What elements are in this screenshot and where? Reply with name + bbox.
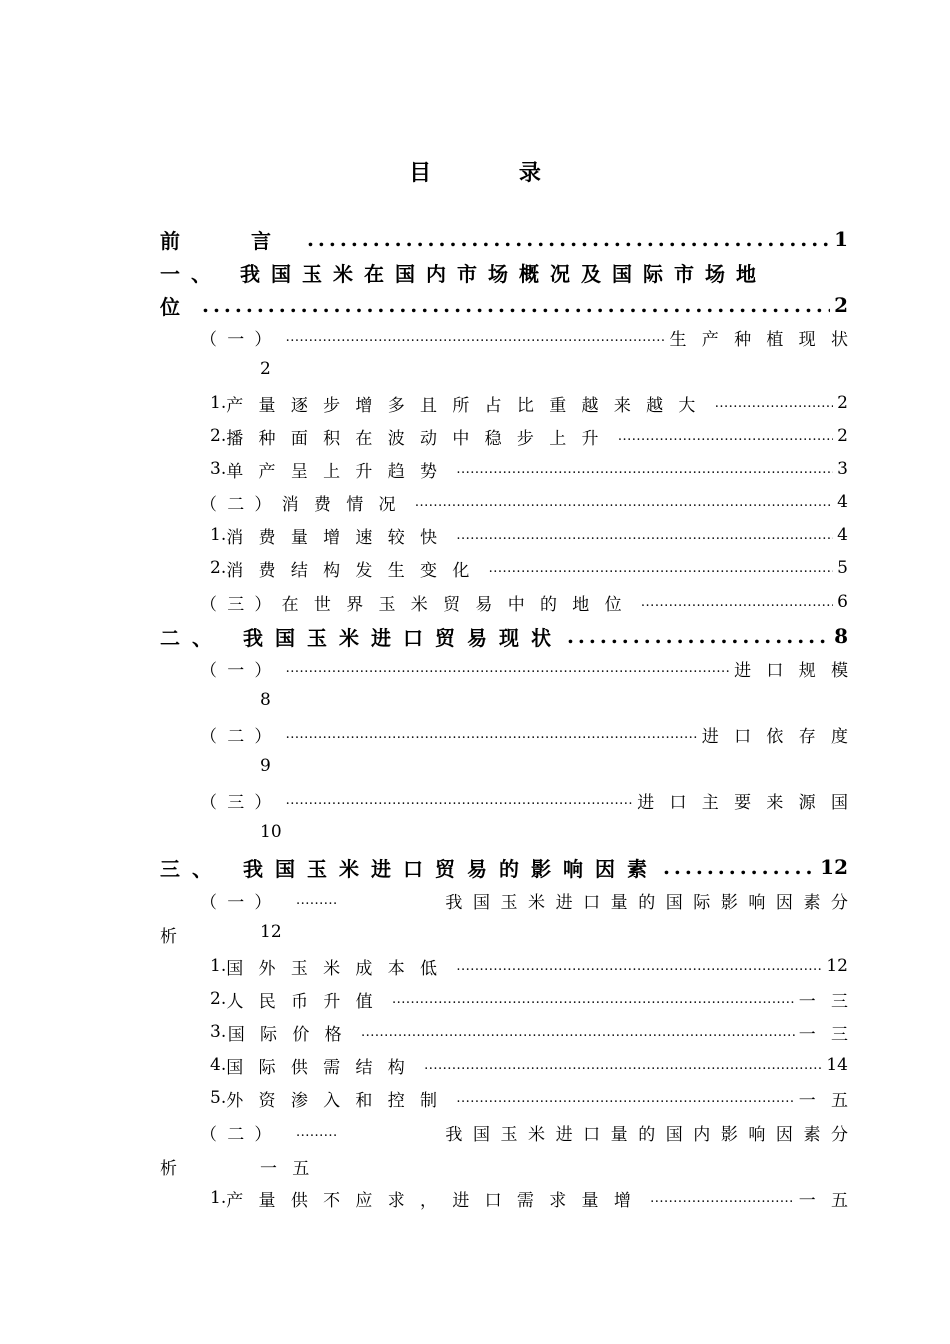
toc-entry-page: 6 bbox=[837, 592, 848, 612]
toc-entry-page: 5 bbox=[837, 558, 848, 578]
toc-entry-section-2-3[interactable] bbox=[200, 785, 864, 815]
toc-entry-label: 国外玉米成本低 bbox=[226, 958, 453, 979]
dot-leader bbox=[296, 1125, 338, 1140]
toc-entry-num: 3. bbox=[210, 1022, 227, 1042]
toc-entry-num: （一） bbox=[200, 892, 282, 913]
toc-entry-item[interactable] bbox=[210, 1083, 864, 1113]
dot-leader bbox=[618, 429, 833, 444]
toc-entry-item[interactable] bbox=[210, 1183, 864, 1213]
toc-entry-num: （二） bbox=[200, 726, 282, 747]
dot-leader bbox=[296, 893, 338, 908]
dot-leader bbox=[663, 855, 816, 879]
toc-entry-label: 在世界玉米贸易中的地位 bbox=[281, 594, 637, 615]
toc-entry-label: 进口依存度 bbox=[701, 726, 864, 747]
dot-leader bbox=[286, 793, 634, 808]
toc-entry-label: 产量逐步增多且所占比重越来越大 bbox=[226, 395, 711, 416]
toc-entry-page: 8 bbox=[834, 624, 848, 648]
toc-entry-section-2-1[interactable] bbox=[200, 653, 864, 683]
toc-entry-label: 外资渗入和控制 bbox=[226, 1090, 453, 1111]
toc-entry-label: 一、 我国玉米在国内市场概况及国际市场地 bbox=[160, 261, 767, 286]
dot-leader bbox=[361, 1025, 795, 1040]
dot-leader bbox=[286, 330, 666, 345]
toc-entry-page: 1 bbox=[834, 227, 848, 251]
toc-entry-section-2-2[interactable] bbox=[200, 719, 864, 749]
toc-entry-label: 我国玉米进口量的国内影响因素分 bbox=[445, 1124, 859, 1145]
toc-entry-item[interactable] bbox=[210, 520, 848, 550]
toc-entry-label: 消费情况 bbox=[281, 494, 411, 515]
toc-entry-page: 一五 bbox=[260, 1159, 325, 1179]
toc-entry-section-3-1[interactable] bbox=[200, 885, 859, 915]
toc-entry-num: （一） bbox=[200, 660, 282, 681]
dot-leader bbox=[715, 396, 833, 411]
dot-leader bbox=[456, 528, 833, 543]
toc-entry-chapter-2[interactable] bbox=[160, 621, 848, 651]
dot-leader bbox=[456, 959, 822, 974]
toc-entry-page: 12 bbox=[820, 855, 848, 879]
toc-entry-num: 2. bbox=[210, 989, 227, 1009]
toc-entry-label: 进口规模 bbox=[734, 660, 864, 681]
toc-entry-foreword[interactable] bbox=[160, 224, 848, 254]
toc-entry-item[interactable] bbox=[210, 421, 848, 451]
toc-entry-section-1-2[interactable] bbox=[200, 487, 848, 517]
toc-entry-label: 国际供需结构 bbox=[226, 1057, 421, 1078]
dot-leader bbox=[489, 561, 834, 576]
toc-entry-num: （二） bbox=[200, 1124, 282, 1145]
toc-entry-item[interactable] bbox=[210, 984, 864, 1014]
toc-entry-page: 12 bbox=[826, 956, 848, 976]
toc-entry-num: （三） bbox=[200, 594, 282, 615]
toc-entry-label: 生产种植现状 bbox=[669, 329, 864, 350]
toc-entry-item[interactable] bbox=[210, 1017, 864, 1047]
toc-entry-label: 国际价格 bbox=[227, 1024, 357, 1045]
dot-leader bbox=[567, 624, 830, 648]
toc-entry-page: 一五 bbox=[798, 1190, 864, 1211]
toc-entry-page: 8 bbox=[260, 690, 271, 710]
toc-entry-item[interactable] bbox=[210, 1050, 848, 1080]
toc-entry-num: 1. bbox=[210, 1188, 227, 1208]
toc-entry-label: 消费量增速较快 bbox=[226, 527, 453, 548]
dot-leader bbox=[202, 293, 830, 317]
toc-entry-label: 单产呈上升趋势 bbox=[226, 461, 453, 482]
toc-entry-num: 1. bbox=[210, 956, 227, 976]
dot-leader bbox=[307, 227, 830, 251]
toc-entry-label: 播种面积在波动中稳步上升 bbox=[226, 428, 614, 449]
dot-leader bbox=[456, 1091, 794, 1106]
toc-entry-page: 一三 bbox=[798, 1024, 864, 1045]
toc-entry-chapter-1[interactable] bbox=[160, 257, 848, 287]
toc-title: 目 录 bbox=[409, 160, 581, 186]
toc-entry-page: 9 bbox=[260, 756, 271, 776]
toc-entry-num: 5. bbox=[210, 1088, 227, 1108]
toc-entry-num: 1. bbox=[210, 393, 227, 413]
toc-entry-page: 14 bbox=[826, 1055, 848, 1075]
toc-entry-page: 一三 bbox=[798, 991, 864, 1012]
toc-entry-label: 消费结构发生变化 bbox=[226, 560, 485, 581]
toc-entry-num: （一） bbox=[200, 329, 282, 350]
toc-entry-section-1-1[interactable] bbox=[200, 322, 864, 352]
toc-entry-page: 3 bbox=[837, 459, 848, 479]
toc-entry-label: 人民币升值 bbox=[226, 991, 388, 1012]
dot-leader bbox=[424, 1058, 822, 1073]
toc-entry-num: （二） bbox=[200, 494, 282, 515]
toc-entry-item[interactable] bbox=[210, 951, 848, 981]
toc-entry-label: 前 言 bbox=[160, 228, 303, 253]
toc-entry-page: 2 bbox=[837, 426, 848, 446]
dot-leader bbox=[392, 992, 795, 1007]
toc-entry-item[interactable] bbox=[210, 553, 848, 583]
dot-leader bbox=[456, 462, 833, 477]
toc-entry-chapter-1-cont[interactable] bbox=[160, 290, 848, 320]
toc-entry-num: 3. bbox=[210, 459, 227, 479]
toc-entry-page: 2 bbox=[834, 293, 848, 317]
toc-entry-page: 一五 bbox=[798, 1090, 864, 1111]
toc-entry-label-cont: 析 bbox=[160, 927, 177, 947]
dot-leader bbox=[415, 495, 833, 510]
toc-entry-num: 4. bbox=[210, 1055, 227, 1075]
toc-entry-page: 10 bbox=[260, 822, 282, 842]
toc-entry-item[interactable] bbox=[210, 454, 848, 484]
toc-entry-section-3-2[interactable] bbox=[200, 1117, 859, 1147]
toc-entry-chapter-3[interactable] bbox=[160, 852, 848, 882]
toc-entry-page: 2 bbox=[260, 359, 271, 379]
toc-entry-page: 4 bbox=[837, 525, 848, 545]
toc-entry-item[interactable] bbox=[210, 388, 848, 418]
toc-entry-label-cont: 析 bbox=[160, 1159, 177, 1179]
toc-entry-page: 4 bbox=[837, 492, 848, 512]
toc-entry-label: 产量供不应求，进口需求量增 bbox=[226, 1190, 647, 1211]
toc-entry-label: 我国玉米进口量的国际影响因素分 bbox=[445, 892, 859, 913]
toc-entry-page: 2 bbox=[837, 393, 848, 413]
toc-entry-label: 进口主要来源国 bbox=[637, 792, 864, 813]
toc-entry-label: 三、 我国玉米进口贸易的影响因素 bbox=[160, 856, 659, 881]
dot-leader bbox=[286, 661, 730, 676]
toc-entry-num: 1. bbox=[210, 525, 227, 545]
dot-leader bbox=[641, 595, 833, 610]
toc-entry-num: 2. bbox=[210, 558, 227, 578]
dot-leader bbox=[650, 1191, 795, 1206]
toc-entry-num: （三） bbox=[200, 792, 282, 813]
toc-entry-label: 二、 我国玉米进口贸易现状 bbox=[160, 625, 563, 650]
toc-entry-num: 2. bbox=[210, 426, 227, 446]
toc-entry-section-1-3[interactable] bbox=[200, 587, 848, 617]
toc-entry-label-cont: 位 bbox=[160, 294, 198, 319]
toc-entry-page: 12 bbox=[260, 922, 282, 942]
dot-leader bbox=[286, 727, 698, 742]
